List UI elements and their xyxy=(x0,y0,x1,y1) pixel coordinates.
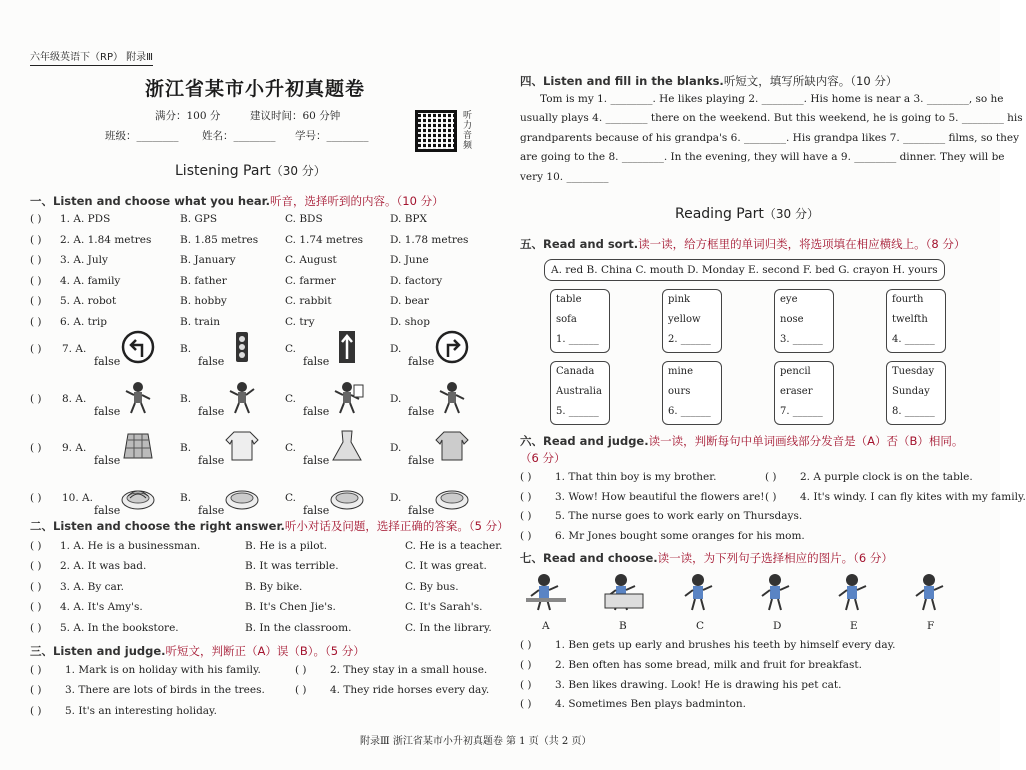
picture-option-label: 10. A. xyxy=(62,491,93,504)
option-text: 6. A. trip xyxy=(60,316,107,328)
option-text: B. It was terrible. xyxy=(245,560,339,573)
picture-letter: F xyxy=(927,620,935,632)
score-info: 满分：100 分 xyxy=(155,110,221,122)
picture-option-label: D. xyxy=(390,442,402,454)
option-text: C. In the library. xyxy=(405,621,492,634)
boy-brushing-teeth-icon xyxy=(678,572,722,612)
picture-option-label: B. xyxy=(180,343,192,355)
choose-sentence: 3. Ben likes drawing. Look! He is drawing his pet cat. xyxy=(555,678,842,691)
answer-paren[interactable]: ( ) xyxy=(30,491,42,504)
turn-right-sign-icon: false xyxy=(408,329,444,365)
sort-box xyxy=(550,289,610,353)
answer-paren[interactable]: ( ) xyxy=(30,392,42,405)
sort-box xyxy=(886,289,946,353)
picture-option-label: D. xyxy=(390,491,402,504)
answer-paren[interactable]: ( ) xyxy=(30,274,42,287)
section-2-cn: 听小对话及问题，选择正确的答案。（5 分） xyxy=(284,519,509,533)
name-field[interactable]: 姓名：________ xyxy=(202,130,276,142)
picture-option-label: B. xyxy=(180,491,192,504)
answer-paren[interactable]: ( ) xyxy=(30,295,42,308)
page-footer: 附录Ⅲ 浙江省某市小升初真题卷 第 1 页（共 2 页） xyxy=(360,736,592,747)
section-1-heading xyxy=(30,193,444,209)
sort-box-line: pencil xyxy=(780,366,811,377)
traffic-light-icon: false xyxy=(198,329,234,365)
answer-paren[interactable]: ( ) xyxy=(30,213,42,225)
boy-badminton-icon xyxy=(755,572,799,612)
answer-paren[interactable]: ( ) xyxy=(30,560,42,573)
option-text: 2. A. It was bad. xyxy=(60,560,147,573)
choose-sentence: 1. Ben gets up early and brushes his teeth by himself every day. xyxy=(555,639,896,651)
zongzi-plate-icon: false xyxy=(303,478,339,514)
judge-statement: 1. Mark is on holiday with his family. xyxy=(65,664,261,676)
option-text: 3. A. By car. xyxy=(60,580,124,593)
option-text: B. 1.85 metres xyxy=(180,233,259,246)
boy-in-bed-icon xyxy=(601,572,645,612)
tangyuan-plate-icon: false xyxy=(408,478,444,514)
option-text: B. It's Chen Jie's. xyxy=(245,601,336,614)
sort-box-line[interactable]: 1. ______ xyxy=(556,334,599,345)
section-7-heading xyxy=(520,550,893,566)
picture-letter: B xyxy=(619,620,627,632)
sort-box xyxy=(774,289,834,353)
option-text: C. By bus. xyxy=(405,580,459,593)
boy-kungfu-icon: false xyxy=(198,379,234,415)
sort-box-line: Canada xyxy=(556,366,595,377)
sort-box-line: fourth xyxy=(892,294,924,305)
boy-plane-icon xyxy=(909,572,953,612)
dumplings-plate-icon: false xyxy=(198,478,234,514)
option-text: C. BDS xyxy=(285,213,323,225)
answer-paren[interactable]: ( ) xyxy=(520,639,532,651)
section-1-cn: 听音，选择听到的内容。（10 分） xyxy=(270,194,444,208)
judge-sentence: 6. Mr Jones bought some oranges for his mom. xyxy=(555,529,805,542)
picture-option-label: C. xyxy=(285,442,296,454)
section-1-en: 一、Listen and choose what you hear. xyxy=(30,194,271,208)
option-text: B. In the classroom. xyxy=(245,621,352,634)
sort-box-line: Australia xyxy=(556,386,602,397)
choose-sentence: 2. Ben often has some bread, milk and fruit for breakfast. xyxy=(555,658,862,671)
option-text: D. June xyxy=(390,254,429,267)
listening-part-title xyxy=(175,162,326,179)
section-5-cn: 读一读，给方框里的单词归类，将选项填在相应横线上。（8 分） xyxy=(638,237,966,251)
judge-sentence: 1. That thin boy is my brother. xyxy=(555,471,717,483)
go-straight-sign-icon: false xyxy=(303,329,339,365)
judge-sentence: 5. The nurse goes to work early on Thursdays. xyxy=(555,510,803,523)
boy-drawing-icon: false xyxy=(303,379,339,415)
answer-paren[interactable]: ( ) xyxy=(520,510,532,523)
class-field[interactable]: 班级：________ xyxy=(105,130,179,142)
judge-sentence: 4. It's windy. I can fly kites with my family. xyxy=(800,490,1026,503)
judge-sentence: 3. Wow! How beautiful the flowers are! xyxy=(555,490,765,503)
sort-box-line[interactable]: 2. ______ xyxy=(668,334,711,345)
sort-box-line: Tuesday xyxy=(892,366,935,377)
option-text: B. He is a pilot. xyxy=(245,540,328,552)
option-text: C. It was great. xyxy=(405,560,487,573)
picture-option-label: C. xyxy=(285,343,296,355)
answer-paren[interactable]: ( ) xyxy=(30,580,42,593)
option-text: 3. A. July xyxy=(60,254,108,267)
passage-line: usually plays 4. ________ there on the weekend. But this weekend, he is going to 5. ________ his xyxy=(520,112,1023,125)
boy-drawing-cat-icon xyxy=(832,572,876,612)
picture-option-label: 8. A. xyxy=(62,392,87,405)
passage-line: are going to the 8. ________. In the evening, they will have a 9. ________ dinner. They will be xyxy=(520,151,1005,164)
answer-paren[interactable]: ( ) xyxy=(520,471,532,483)
sort-box-line: sofa xyxy=(556,314,577,325)
picture-letter: E xyxy=(850,620,858,632)
reading-part-title xyxy=(675,205,819,222)
reading-title-text: Reading Part xyxy=(675,206,764,222)
girl-dancing-icon: false xyxy=(408,379,444,415)
time-info: 建议时间：60 分钟 xyxy=(250,110,341,122)
option-text: B. father xyxy=(180,274,227,287)
picture-letter: C xyxy=(696,620,705,632)
sort-box-line: yellow xyxy=(668,314,701,325)
section-4-heading xyxy=(520,73,897,89)
option-text: C. It's Sarah's. xyxy=(405,601,483,614)
answer-paren[interactable]: ( ) xyxy=(765,471,777,483)
picture-option-label: D. xyxy=(390,392,402,405)
sort-box-line: twelfth xyxy=(892,314,928,325)
option-text: B. hobby xyxy=(180,295,227,308)
option-text: D. factory xyxy=(390,274,443,287)
passage-line: grandparents because of his grandpa's 6. ________. His grandpa likes 7. ________ films, so they xyxy=(520,131,1020,144)
option-text: B. GPS xyxy=(180,213,218,225)
noodles-bowl-icon: false xyxy=(94,478,130,514)
option-text: C. try xyxy=(285,316,315,328)
answer-paren[interactable]: ( ) xyxy=(30,442,42,454)
picture-option-label: C. xyxy=(285,491,296,504)
sort-box-line: eye xyxy=(780,294,798,305)
answer-paren[interactable]: ( ) xyxy=(30,540,42,552)
picture-option-label: B. xyxy=(180,392,192,405)
section-2-en: 二、Listen and choose the right answer. xyxy=(30,519,285,533)
passage-line: very 10. ________ xyxy=(520,170,609,183)
answer-paren[interactable]: ( ) xyxy=(30,664,42,676)
sort-box-line: table xyxy=(556,294,582,305)
turn-left-sign-icon: false xyxy=(94,329,130,365)
picture-option-label: 7. A. xyxy=(62,343,87,355)
sort-box xyxy=(662,289,722,353)
listening-points: （30 分） xyxy=(270,164,326,178)
answer-paren[interactable]: ( ) xyxy=(520,658,532,671)
answer-paren[interactable]: ( ) xyxy=(520,698,532,711)
section-6-cn: 读一读，判断每句中单词画线部分发音是（A）否（B）相同。（6 分） xyxy=(520,434,964,465)
sort-box-line[interactable]: 6. ______ xyxy=(668,406,711,417)
section-4-en: 四、Listen and fill in the blanks. xyxy=(520,74,724,88)
section-7-cn: 读一读，为下列句子选择相应的图片。（6 分） xyxy=(657,551,893,565)
sort-box-line: nose xyxy=(780,314,804,325)
section-2-heading xyxy=(30,518,509,534)
section-5-en: 五、Read and sort. xyxy=(520,237,639,251)
option-text: C. August xyxy=(285,254,337,267)
passage-line: Tom is my 1. ________. He likes playing 2. ________. His home is near a 3. ________, so he xyxy=(540,93,1004,105)
sort-box-line[interactable]: 3. ______ xyxy=(780,334,823,345)
judge-sentence: 2. A purple clock is on the table. xyxy=(800,471,973,483)
sort-box-line[interactable]: 5. ______ xyxy=(556,406,599,417)
option-text: 4. A. family xyxy=(60,274,121,287)
answer-paren[interactable]: ( ) xyxy=(30,621,42,634)
sort-box-line: eraser xyxy=(780,386,813,397)
sweater-icon: false xyxy=(408,428,444,464)
picture-option-label: B. xyxy=(180,442,192,454)
option-text: 5. A. robot xyxy=(60,295,117,308)
judge-statement: 5. It's an interesting holiday. xyxy=(65,704,217,717)
word-bank: A. red B. China C. mouth D. Monday E. second F. bed G. crayon H. yours xyxy=(544,259,945,281)
section-6-heading xyxy=(520,433,975,467)
option-text: C. rabbit xyxy=(285,295,332,308)
section-7-en: 七、Read and choose. xyxy=(520,551,658,565)
section-4-cn: 听短文，填写所缺内容。（10 分） xyxy=(723,74,898,88)
judge-statement: 3. There are lots of birds in the trees. xyxy=(65,684,265,697)
plaid-skirt-icon: false xyxy=(94,428,130,464)
sort-box-line: mine xyxy=(668,366,694,377)
header-tag: 六年级英语下（RP） 附录Ⅲ xyxy=(30,48,153,66)
answer-paren[interactable]: ( ) xyxy=(30,684,42,697)
sort-box-line: ours xyxy=(668,386,691,397)
option-text: C. farmer xyxy=(285,274,336,287)
picture-letter: D xyxy=(773,620,782,632)
sort-box-line: pink xyxy=(668,294,691,305)
sort-box xyxy=(550,361,610,425)
option-text: B. train xyxy=(180,316,221,328)
answer-paren[interactable]: ( ) xyxy=(30,343,42,355)
answer-paren[interactable]: ( ) xyxy=(765,490,777,503)
section-3-cn: 听短文，判断正（A）误（B）。（5 分） xyxy=(165,644,365,658)
option-text: D. bear xyxy=(390,295,429,308)
option-text: C. 1.74 metres xyxy=(285,233,364,246)
section-6-en: 六、Read and judge. xyxy=(520,434,649,448)
answer-paren[interactable]: ( ) xyxy=(295,684,307,697)
answer-paren[interactable]: ( ) xyxy=(30,233,42,246)
sort-box-line[interactable]: 7. ______ xyxy=(780,406,823,417)
picture-option-label: C. xyxy=(285,392,296,405)
picture-letter: A xyxy=(542,620,550,632)
section-5-heading xyxy=(520,236,965,252)
sort-box-line[interactable]: 4. ______ xyxy=(892,334,935,345)
option-text: C. He is a teacher. xyxy=(405,540,503,552)
qr-label: 听力音频 xyxy=(461,110,471,150)
answer-paren[interactable]: ( ) xyxy=(30,704,42,717)
dress-icon: false xyxy=(303,428,339,464)
answer-paren[interactable]: ( ) xyxy=(520,490,532,503)
qr-code[interactable] xyxy=(415,110,457,152)
option-text: D. BPX xyxy=(390,213,427,225)
jacket-icon: false xyxy=(198,428,234,464)
boy-eating-icon xyxy=(524,572,568,612)
answer-paren[interactable]: ( ) xyxy=(30,601,42,614)
student-number-field[interactable]: 学号：________ xyxy=(295,130,369,142)
page-title: 浙江省某市小升初真题卷 xyxy=(145,78,366,100)
picture-option-label: D. xyxy=(390,343,402,355)
answer-paren[interactable]: ( ) xyxy=(520,678,532,691)
answer-paren[interactable]: ( ) xyxy=(295,664,307,676)
judge-statement: 2. They stay in a small house. xyxy=(330,664,488,676)
sort-box xyxy=(886,361,946,425)
option-text: D. 1.78 metres xyxy=(390,233,469,246)
option-text: B. By bike. xyxy=(245,580,303,593)
option-text: B. January xyxy=(180,254,236,267)
sort-box xyxy=(662,361,722,425)
judge-statement: 4. They ride horses every day. xyxy=(330,684,490,697)
sort-box-line: Sunday xyxy=(892,386,930,397)
option-text: 2. A. 1.84 metres xyxy=(60,233,152,246)
option-text: 1. A. PDS xyxy=(60,213,111,225)
sort-box xyxy=(774,361,834,425)
answer-paren[interactable]: ( ) xyxy=(30,316,42,328)
answer-paren[interactable]: ( ) xyxy=(30,254,42,267)
listening-title-text: Listening Part xyxy=(175,163,271,179)
reading-points: （30 分） xyxy=(763,207,820,221)
option-text: 4. A. It's Amy's. xyxy=(60,601,143,614)
section-3-en: 三、Listen and judge. xyxy=(30,644,166,658)
choose-sentence: 4. Sometimes Ben plays badminton. xyxy=(555,698,746,711)
option-text: D. shop xyxy=(390,316,430,328)
answer-paren[interactable]: ( ) xyxy=(520,529,532,542)
picture-option-label: 9. A. xyxy=(62,442,87,454)
option-text: 1. A. He is a businessman. xyxy=(60,540,201,552)
girl-singing-icon: false xyxy=(94,379,130,415)
option-text: 5. A. In the bookstore. xyxy=(60,621,179,634)
section-3-heading xyxy=(30,643,365,659)
sort-box-line[interactable]: 8. ______ xyxy=(892,406,935,417)
